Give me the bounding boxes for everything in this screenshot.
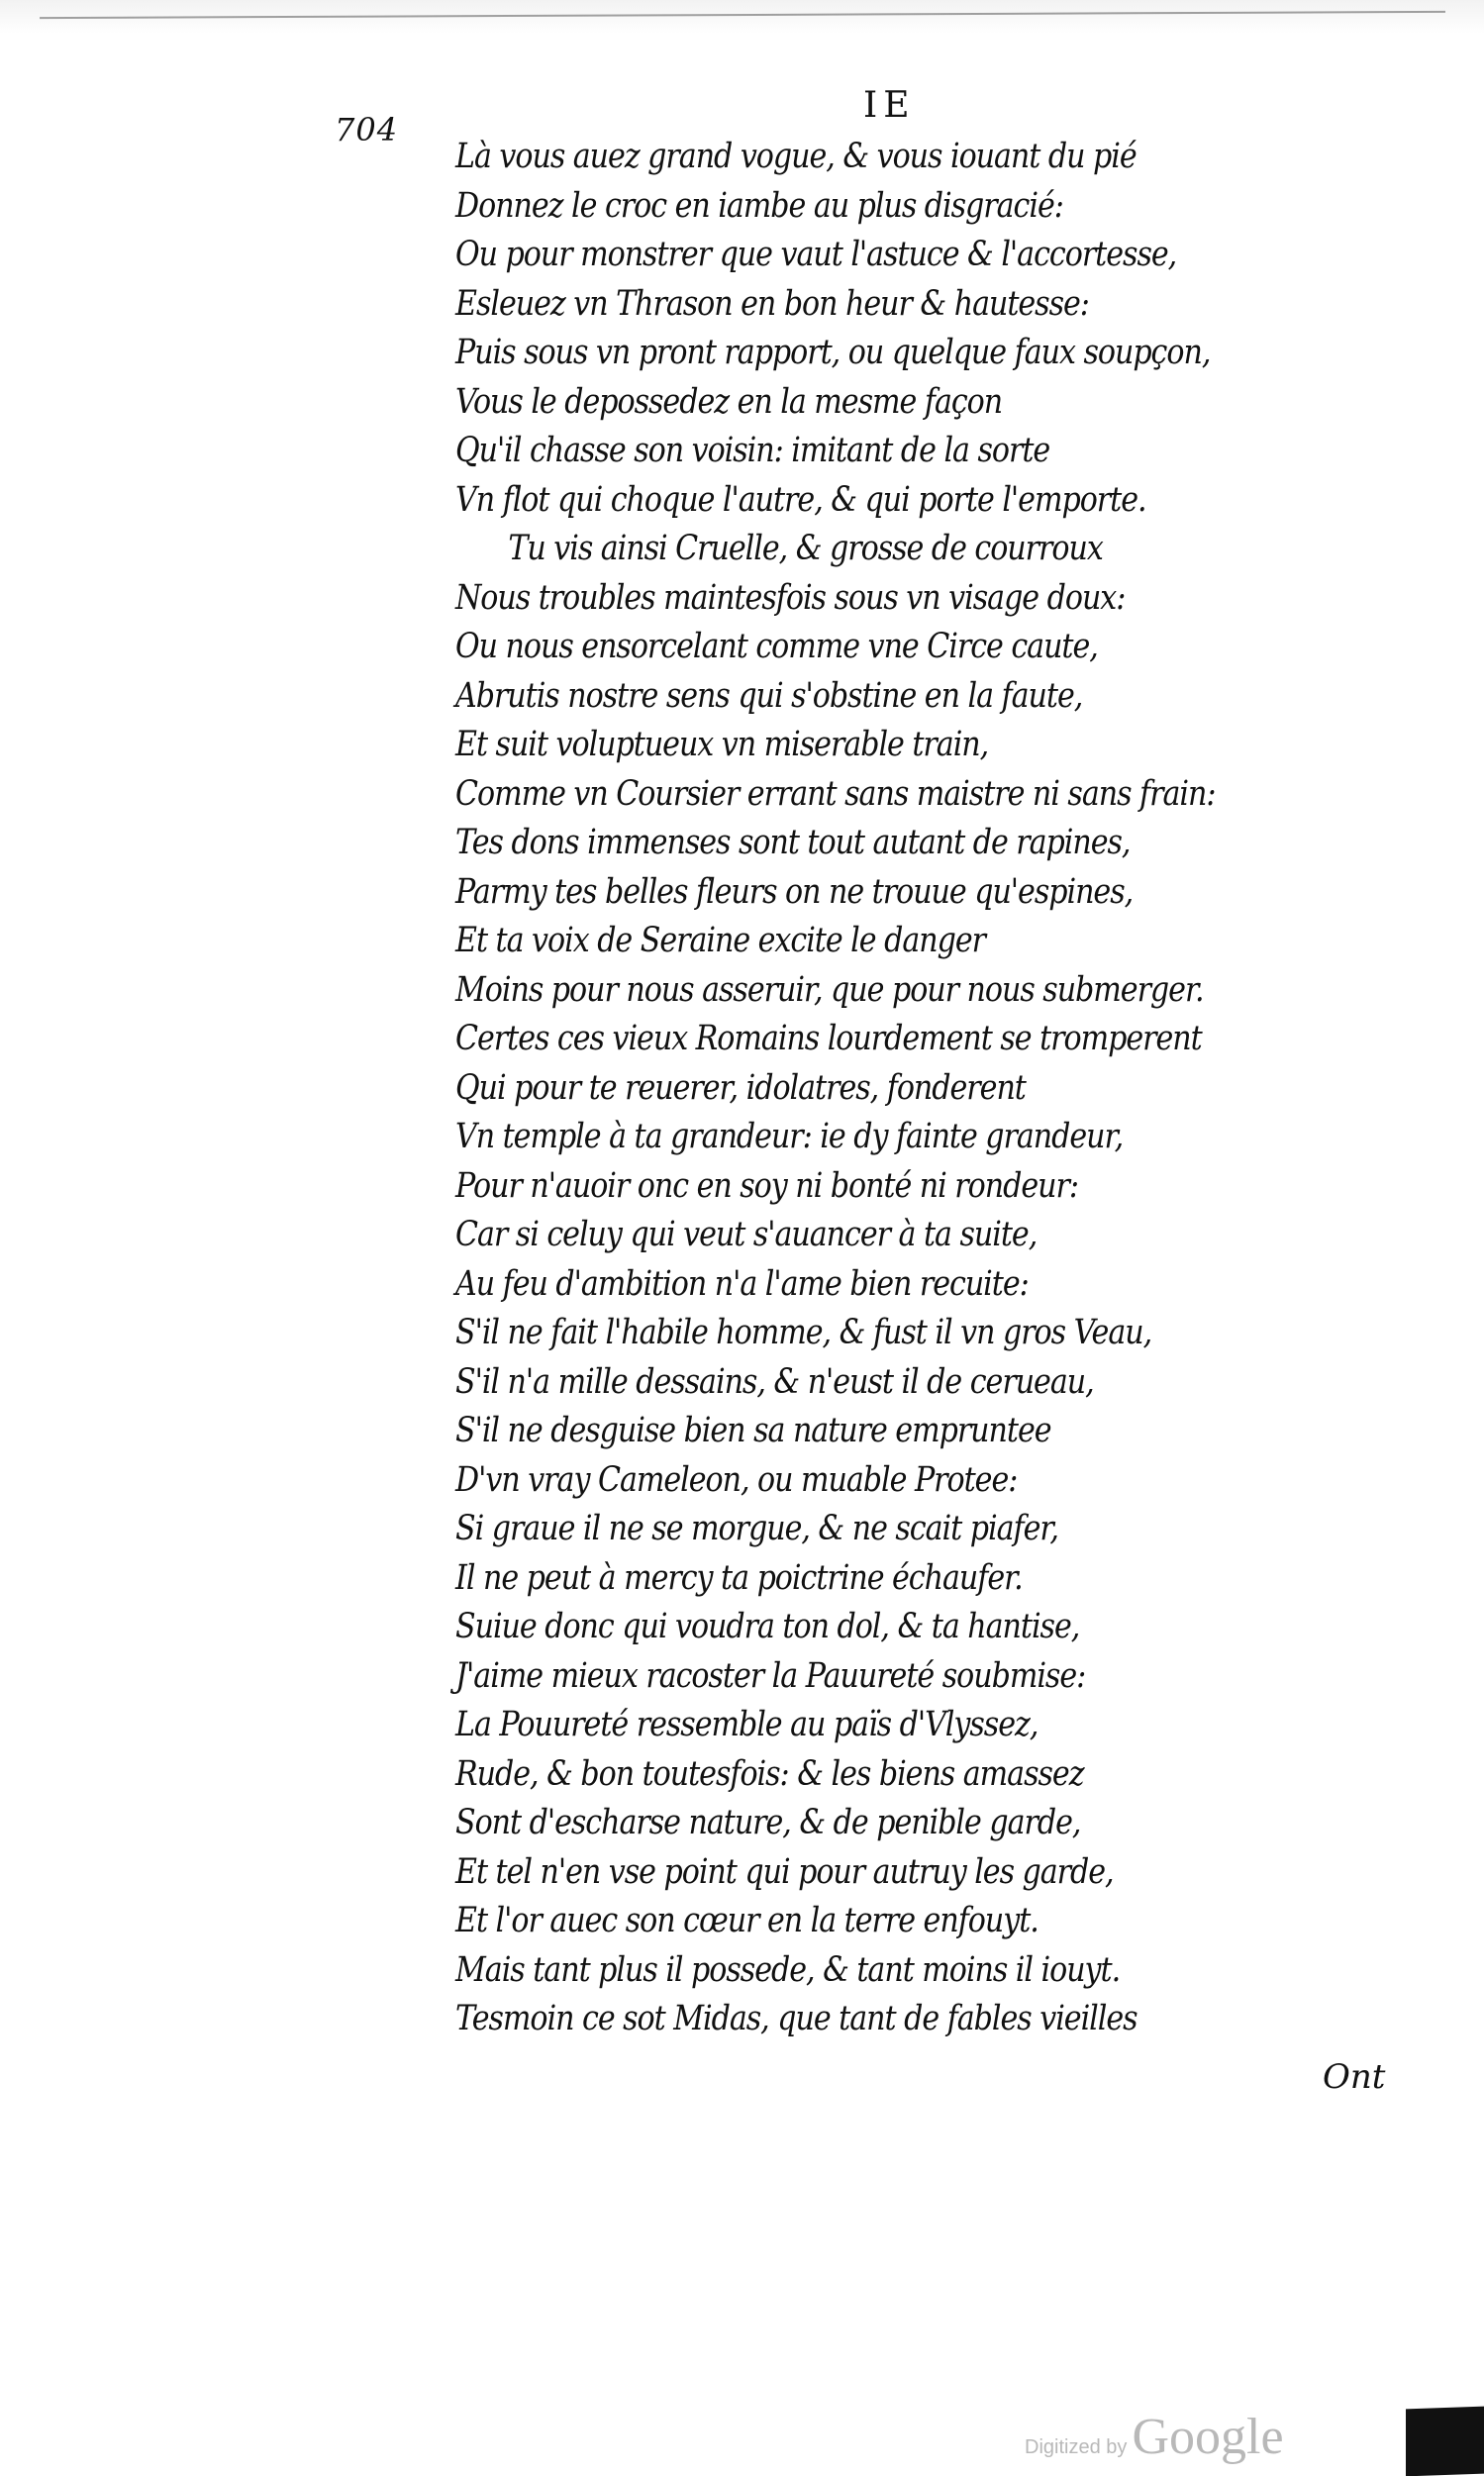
verse-line: Abrutis nostre sens qui s'obstine en la faute, [455,675,1083,716]
running-head: IE [863,85,916,126]
verse-line: Ou pour monstrer que vaut l'astuce & l'accortesse, [455,235,1177,274]
verse-line-indented: Tu vis ainsi Cruelle, & grosse de courroux [508,529,1103,568]
catchword: Ont [1323,2057,1386,2097]
digitized-watermark [1025,2408,1284,2466]
verse-line: La Pouureté ressemble au païs d'Vlyssez, [455,1705,1039,1744]
verse-line: Car si celuy qui veut s'auancer à ta suite, [455,1215,1038,1254]
verse-line: Là vous auez grand vogue, & vous iouant du pié [455,137,1137,176]
verse-line: Tesmoin ce sot Midas, que tant de fables vieilles [455,1999,1138,2038]
verse-line: Et tel n'en vse point qui pour autruy les garde, [455,1851,1114,1892]
verse-line: Il ne peut à mercy ta poictrine échaufer. [455,1557,1023,1598]
verse-line: D'vn vray Cameleon, ou muable Protee: [455,1459,1018,1500]
verse-line: Esleuez vn Thrason en bon heur & hautesse: [455,283,1089,324]
verse-line: Et ta voix de Seraine excite le danger [455,921,985,960]
verse-line: Qu'il chasse son voisin: imitant de la sorte [455,431,1050,470]
verse-line: Pour n'auoir onc en soy ni bonté ni rondeur: [455,1165,1078,1206]
verse-line: Rude, & bon toutesfois: & les biens amassez [455,1753,1084,1794]
scan-edge-shadow [1406,2407,1484,2476]
verse-line: Sont d'escharse nature, & de penible garde, [455,1803,1081,1842]
verse-line: Et suit voluptueux vn miserable train, [455,725,989,764]
verse-line: Certes ces vieux Romains lourdement se tromperent [455,1019,1202,1058]
verse-line: Ou nous ensorcelant comme vne Circe caute, [455,627,1098,666]
page-number: 704 [335,111,399,149]
verse-line: J'aime mieux racoster la Pauureté soubmise: [455,1655,1086,1696]
verse-line: Nous troubles maintesfois sous vn visage doux: [455,577,1126,618]
verse-line: Comme vn Coursier errant sans maistre ni sans frain: [455,773,1216,814]
verse-line: S'il ne desguise bien sa nature empruntee [455,1411,1051,1450]
verse-line: S'il ne fait l'habile homme, & fust il vn gros Veau, [455,1313,1152,1352]
verse-line: Vn temple à ta grandeur: ie dy fainte grandeur, [455,1117,1124,1156]
verse-line: Et l'or auec son cœur en la terre enfouyt. [455,1901,1039,1940]
verse-line: Moins pour nous asseruir, que pour nous submerger. [455,969,1204,1010]
verse-line: Suiue donc qui voudra ton dol, & ta hantise, [455,1607,1080,1646]
verse-line: S'il n'a mille dessains, & n'eust il de cerueau, [455,1361,1094,1402]
verse-line: Qui pour te reuerer, idolatres, fonderent [455,1067,1026,1108]
verse-line: Au feu d'ambition n'a l'ame bien recuite: [455,1263,1029,1304]
verse-line: Vn flot qui choque l'autre, & qui porte l'emporte. [455,479,1146,520]
verse-line: Donnez le croc en iambe au plus disgracié: [455,185,1063,226]
verse-line: Vous le depossedez en la mesme façon [455,381,1003,422]
verse-block [455,133,1346,2044]
verse-line: Parmy tes belles fleurs on ne trouue qu'espines, [455,871,1134,912]
verse-line: Mais tant plus il possede, & tant moins il iouyt. [455,1949,1121,1990]
verse-line: Puis sous vn pront rapport, ou quelque faux soupçon, [455,333,1211,372]
verse-line: Tes dons immenses sont tout autant de rapines, [455,823,1131,862]
digitized-by-text: Digitized by [1025,2436,1128,2458]
verse-line: Si graue il ne se morgue, & ne scait piafer, [455,1509,1058,1548]
google-wordmark: Google [1132,2409,1284,2465]
